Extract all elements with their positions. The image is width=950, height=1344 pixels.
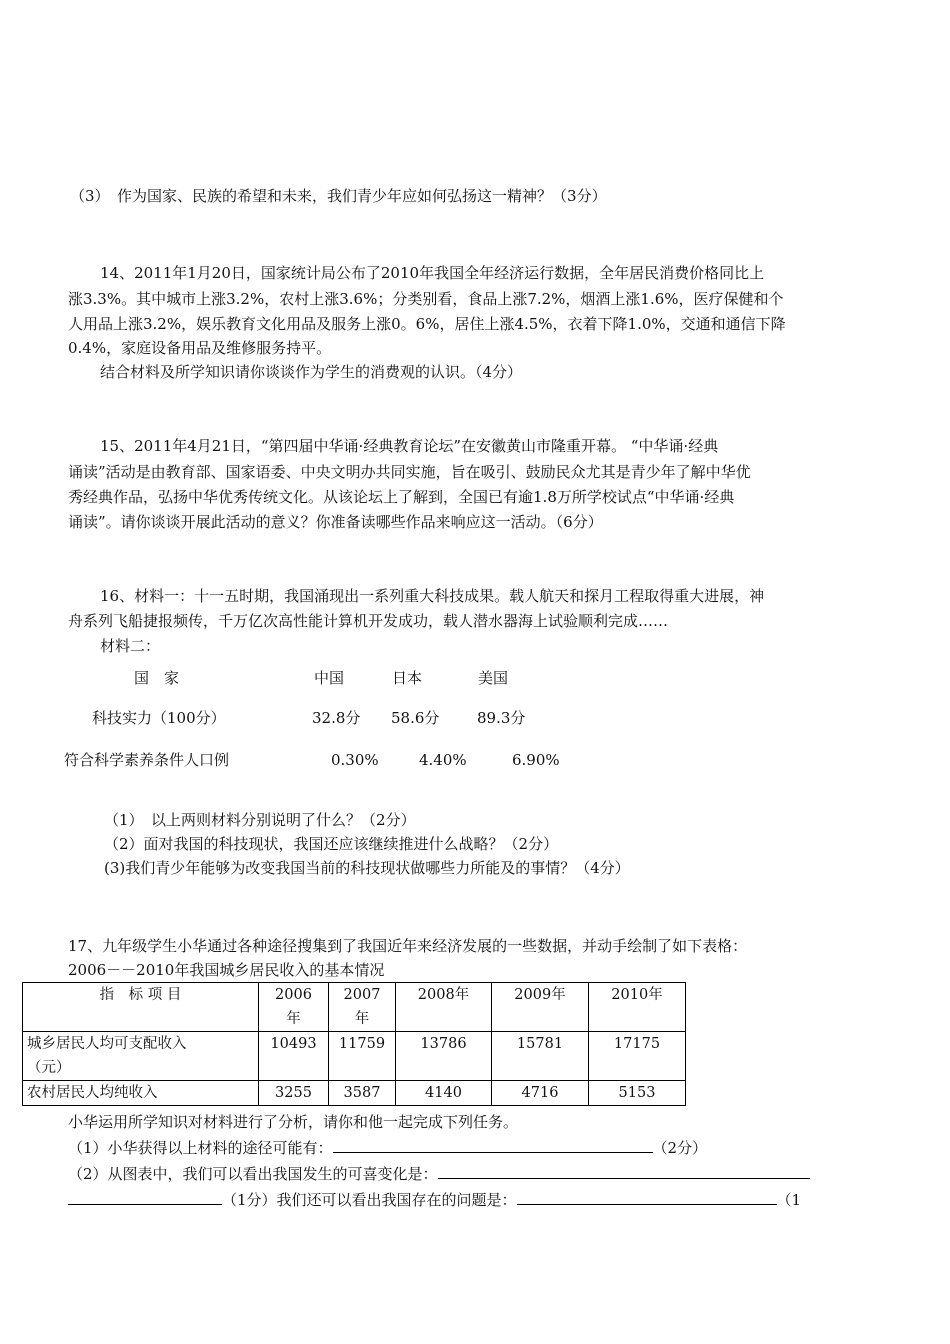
table-row bbox=[23, 1032, 686, 1081]
table-cell: 10493 bbox=[259, 1032, 329, 1081]
table-cell: 4140 bbox=[396, 1081, 492, 1106]
table-header-cell: 2010年 bbox=[589, 983, 686, 1032]
material2-header-label: 国 家 bbox=[134, 669, 180, 687]
table-cell: 13786 bbox=[396, 1032, 492, 1081]
table-cell: 5153 bbox=[589, 1081, 686, 1106]
material2-value: 6.90% bbox=[512, 751, 560, 769]
material2-value: 4.40% bbox=[419, 751, 467, 769]
table-cell: 农村居民人均纯收入 bbox=[23, 1081, 259, 1106]
answer-blank[interactable] bbox=[333, 1136, 653, 1153]
material2-value: 0.30% bbox=[331, 751, 379, 769]
q15-line: 诵读”活动是由教育部、国家语委、中央文明办共同实施，旨在吸引、鼓励民众尤其是青少年了解中华优 bbox=[68, 463, 751, 481]
table-cell: 3587 bbox=[329, 1081, 396, 1106]
q16-line: 16、材料一：十一五时期，我国涌现出一系列重大科技成果。载人航天和探月工程取得重大进展，神 bbox=[100, 587, 765, 605]
q13-sub3: （3） 作为国家、民族的希望和未来，我们青少年应如何弘扬这一精神？（3分） bbox=[70, 187, 607, 205]
table-cell: 4716 bbox=[492, 1081, 589, 1106]
answer-blank[interactable] bbox=[517, 1188, 777, 1205]
q16-sub: （2）面对我国的科技现状，我国还应该继续推进什么战略？（2分） bbox=[104, 835, 559, 853]
q14-line: 涨3.3%。其中城市上涨3.2%，农村上涨3.6%；分类别看，食品上涨7.2%，烟酒上涨1.6%，医疗保健和个 bbox=[68, 290, 784, 308]
material2-country: 中国 bbox=[314, 669, 345, 687]
q14-line: 结合材料及所学知识请你谈谈作为学生的消费观的认识。（4分） bbox=[100, 363, 523, 381]
q17-intro: 17、九年级学生小华通过各种途径搜集到了我国近年来经济发展的一些数据，并动手绘制了如下表格： bbox=[68, 937, 748, 955]
q16-line: 舟系列飞船捷报频传，千万亿次高性能计算机开发成功，载人潜水器海上试验顺利完成…… bbox=[68, 612, 669, 630]
q17-sub1: （1）小华获得以上材料的途径可能有： （2分） bbox=[68, 1136, 707, 1158]
q14-line: 0.4%，家庭设备用品及维修服务持平。 bbox=[68, 339, 332, 357]
answer-blank[interactable] bbox=[438, 1162, 810, 1179]
material2-row1-label: 科技实力（100分） bbox=[92, 709, 226, 727]
q16-sub: （1） 以上两则材料分别说明了什么？（2分） bbox=[104, 811, 416, 829]
q16-line: 材料二： bbox=[100, 637, 161, 655]
material2-country: 日本 bbox=[392, 669, 423, 687]
table-header-cell: 指 标 项 目 bbox=[23, 983, 259, 1032]
table-header-cell: 2009年 bbox=[492, 983, 589, 1032]
material2-value: 58.6分 bbox=[391, 709, 440, 727]
table-cell: 17175 bbox=[589, 1032, 686, 1081]
q14-line: 14、2011年1月20日，国家统计局公布了2010年我国全年经济运行数据，全年居民消费价格同比上 bbox=[100, 264, 765, 282]
table-header-cell: 2008年 bbox=[396, 983, 492, 1032]
table-cell: 城乡居民人均可支配收入 （元） bbox=[23, 1032, 259, 1081]
q16-sub: (3)我们青少年能够为改变我国当前的科技现状做哪些力所能及的事情？（4分） bbox=[104, 859, 630, 877]
material2-row2-label: 符合科学素养条件人口例 bbox=[64, 751, 230, 769]
material2-value: 32.8分 bbox=[312, 709, 361, 727]
q14-line: 人用品上涨3.2%，娱乐教育文化用品及服务上涨0。6%，居住上涨4.5%，衣着下降1.0%，交通和通信下降 bbox=[68, 315, 786, 333]
q17-table-title: 2006－－2010年我国城乡居民收入的基本情况 bbox=[68, 961, 385, 979]
table-header-cell: 2006 年 bbox=[259, 983, 329, 1032]
table-header-row bbox=[23, 983, 686, 1032]
table-row bbox=[23, 1081, 686, 1106]
q17-sub2-cont: （1分）我们还可以看出我国存在的问题是： （1 bbox=[68, 1188, 801, 1210]
answer-blank[interactable] bbox=[68, 1188, 222, 1205]
income-table bbox=[22, 982, 686, 1106]
q17-sub2: （2）从图表中，我们可以看出我国发生的可喜变化是： bbox=[68, 1162, 810, 1184]
q15-line: 秀经典作品，弘扬中华优秀传统文化。从该论坛上了解到，全国已有逾1.8万所学校试点“中华诵·经典 bbox=[68, 488, 735, 506]
q15-line: 15、2011年4月21日，“第四届中华诵·经典教育论坛”在安徽黄山市隆重开幕。 “中华诵·经典 bbox=[100, 437, 719, 455]
table-cell: 3255 bbox=[259, 1081, 329, 1106]
q15-line: 诵读”。请你谈谈开展此活动的意义？你准备读哪些作品来响应这一活动。（6分） bbox=[68, 513, 603, 531]
material2-country: 美国 bbox=[478, 669, 509, 687]
material2-value: 89.3分 bbox=[477, 709, 526, 727]
table-cell: 11759 bbox=[329, 1032, 396, 1081]
q17-task-intro: 小华运用所学知识对材料进行了分析，请你和他一起完成下列任务。 bbox=[68, 1113, 519, 1131]
table-cell: 15781 bbox=[492, 1032, 589, 1081]
table-header-cell: 2007 年 bbox=[329, 983, 396, 1032]
